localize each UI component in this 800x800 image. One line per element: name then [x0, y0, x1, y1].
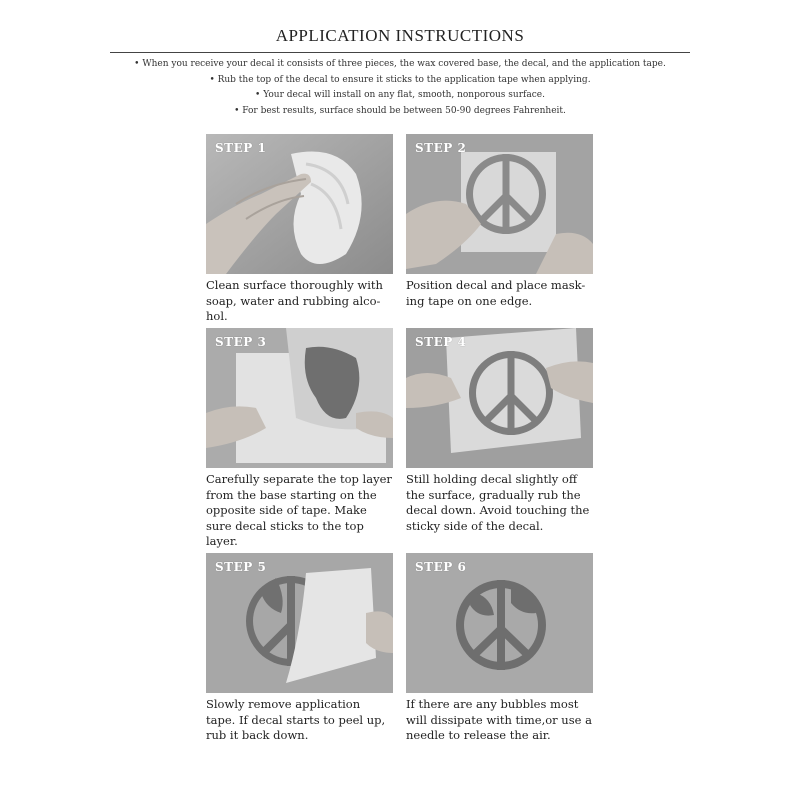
step-label: STEP 6 [415, 560, 467, 574]
step-text-line: Carefully separate the top layer [206, 472, 392, 486]
step-text-line: Clean surface thoroughly with [206, 278, 383, 292]
step-text-line: decal down. Avoid touching the [406, 503, 590, 517]
step-6-photo [406, 553, 593, 693]
step-label: STEP 4 [415, 335, 467, 349]
bullet-item: • Rub the top of the decal to ensure it sticks to the application tape when applying. [209, 74, 591, 85]
step-text-line: tape. If decal starts to peel up, [206, 712, 386, 727]
step-2-photo [406, 134, 593, 274]
step-text-line: hol. [206, 309, 228, 323]
step-text-line: sticky side of the decal. [406, 518, 544, 533]
step-3-photo [206, 328, 393, 468]
bullet-item: • When you receive your decal it consists of three pieces, the wax covered base, the decal, and the application tape. [134, 59, 666, 69]
step-text-line: ing tape on one edge. [406, 293, 533, 308]
step-3-text [206, 472, 396, 550]
page-title: APPLICATION INSTRUCTIONS [275, 26, 525, 45]
step-text-line: rub it back down. [206, 728, 309, 742]
step-label: STEP 5 [215, 560, 267, 574]
step-text-line: from the base starting on the [206, 487, 377, 502]
step-text-line: needle to release the air. [406, 728, 551, 742]
step-text-line: soap, water and rubbing alco- [206, 293, 381, 308]
step-text-line: Slowly remove application [206, 697, 361, 711]
intro-bullets [0, 57, 800, 119]
step-label: STEP 2 [415, 141, 467, 155]
step-1-photo [206, 134, 393, 274]
step-text-line: will dissipate with time,or use a [406, 712, 592, 727]
step-text-line: the surface, gradually rub the [406, 487, 581, 502]
step-5-text [206, 697, 396, 744]
step-text-line: Position decal and place mask- [406, 278, 586, 292]
step-1-text [206, 278, 396, 325]
step-4-text [406, 472, 596, 534]
step-6-text [406, 697, 596, 744]
step-text-line: If there are any bubbles most [406, 697, 579, 711]
step-text-line: Still holding decal slightly off [406, 472, 578, 486]
step-text-line: opposite side of tape. Make [206, 503, 367, 517]
step-2-text [406, 278, 596, 309]
step-label: STEP 1 [215, 141, 267, 155]
step-text-line: layer. [206, 534, 238, 548]
step-label: STEP 3 [215, 335, 267, 349]
step-text-line: sure decal sticks to the top [206, 518, 364, 533]
bullet-item: • Your decal will install on any flat, smooth, nonporous surface. [255, 90, 545, 100]
step-5-photo [206, 553, 393, 693]
step-4-photo [406, 328, 593, 468]
bullet-item: • For best results, surface should be between 50-90 degrees Fahrenheit. [234, 105, 566, 116]
title-divider [110, 52, 690, 53]
